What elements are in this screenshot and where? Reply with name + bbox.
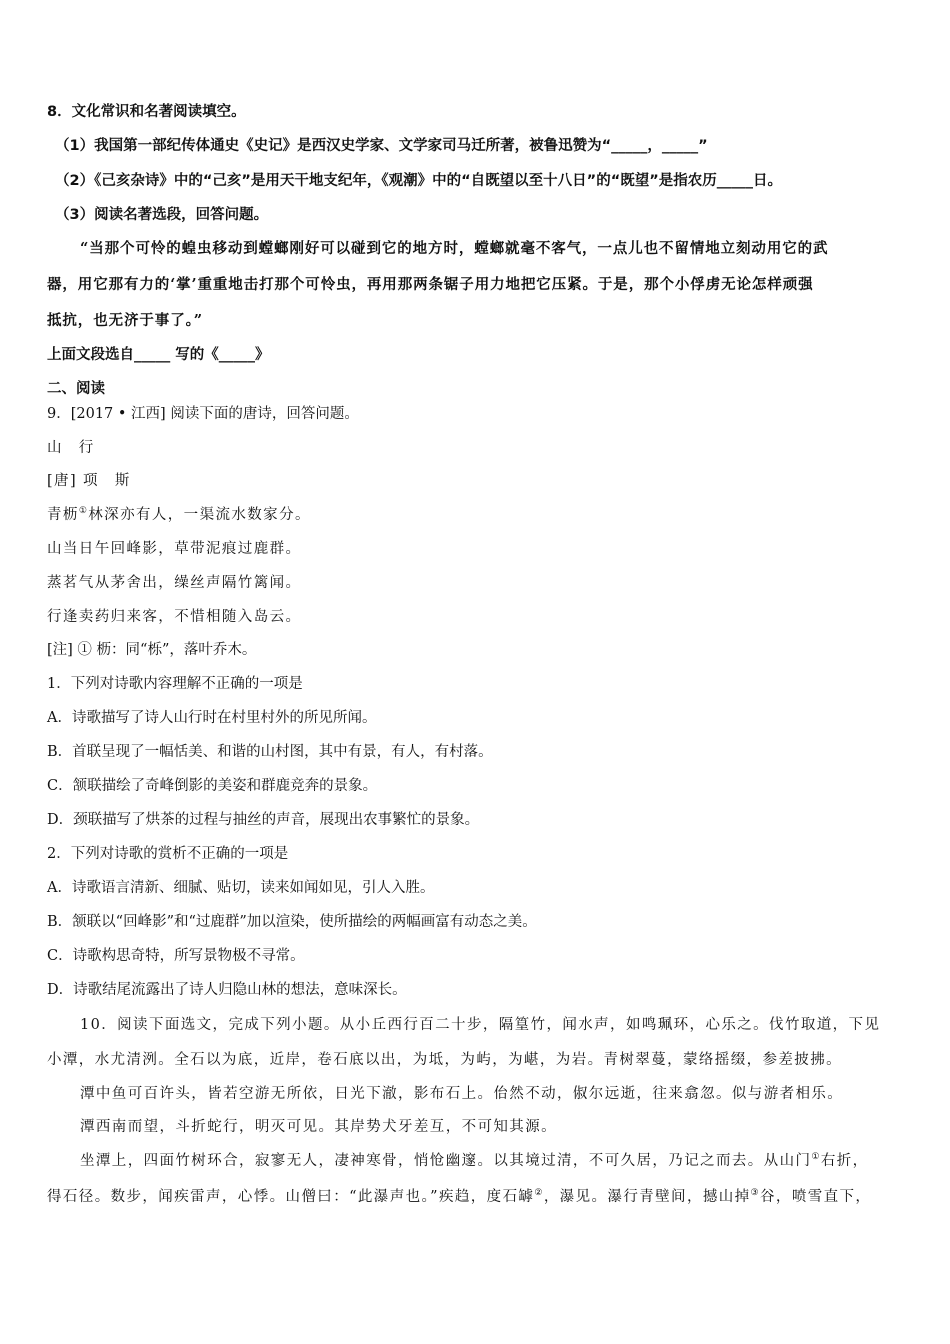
footnote-marker: ①	[78, 506, 89, 517]
q8-source: 上面文段选自_____ 写的《_____》	[47, 347, 270, 363]
footnote-marker: ①	[811, 1152, 821, 1163]
q10-line: 坐潭上，四面竹树环合，寂寥无人，凄神寒骨，悄怆幽邃。以其境过清，不可久居，乃记之而去。从山门①右折，	[80, 1152, 869, 1169]
footnote-marker: ②	[534, 1188, 544, 1199]
q8-title: 8．文化常识和名著阅读填空。	[47, 104, 246, 120]
q8-excerpt-line: 器，用它那有力的‘掌’重重地击打那个可怜虫，再用那两条锯子用力地把它压紧。于是，那个小俘虏无论怎样顽强	[47, 276, 814, 293]
sub-question: 2．下列对诗歌的赏析不正确的一项是	[47, 846, 289, 862]
poem-note: [注] ① 枥：同“栎”，落叶乔木。	[47, 642, 257, 658]
q8-part1: （1）我国第一部纪传体通史《史记》是西汉史学家、文学家司马迁所著，被鲁迅赞为“_____，_____”	[55, 138, 708, 154]
q10-line: 10．阅读下面选文，完成下列小题。从小丘西行百二十步，隔篁竹，闻水声，如鸣珮环，心乐之。伐竹取道，下见	[80, 1017, 881, 1033]
q8-excerpt-line: 抵抗，也无济于事了。”	[47, 312, 203, 329]
poem-title: 山 行	[47, 440, 95, 456]
q10-line: 小潭，水尤清洌。全石以为底，近岸，卷石底以出，为坻，为屿，为嵁，为岩。青树翠蔓，蒙络摇缀，参差披拂。	[47, 1052, 842, 1068]
q8-part2: （2）《己亥杂诗》中的“己亥”是用天干地支纪年，《观潮》中的“自既望以至十八日”的“既望”是指农历_____日。	[55, 173, 783, 189]
poem-line: 山当日午回峰影，草带泥痕过鹿群。	[47, 541, 302, 557]
poem-author: [唐] 项 斯	[47, 473, 131, 489]
q8-part3: （3）阅读名著选段，回答问题。	[55, 207, 269, 223]
option: A．诗歌语言清新、细腻、贴切，读来如闻如见，引人入胜。	[47, 880, 435, 896]
poem-line: 青枥①林深亦有人，一渠流水数家分。	[47, 506, 311, 523]
poem-line: 行逢卖药归来客，不惜相随入岛云。	[47, 609, 302, 625]
option: C．诗歌构思奇特，所写景物极不寻常。	[47, 948, 305, 964]
option: C．颔联描绘了奇峰倒影的美姿和群鹿竞奔的景象。	[47, 778, 378, 794]
option: B．首联呈现了一幅恬美、和谐的山村图，其中有景，有人，有村落。	[47, 744, 493, 760]
section-heading: 二、阅读	[47, 381, 105, 397]
q10-line: 潭西南而望，斗折蛇行，明灭可见。其岸势犬牙差互，不可知其源。	[80, 1119, 557, 1135]
poem-line: 蒸茗气从茅舍出，缲丝声隔竹篱闻。	[47, 575, 302, 591]
sub-question: 1．下列对诗歌内容理解不正确的一项是	[47, 676, 303, 692]
q10-line: 得石径。数步，闻疾雷声，心悸。山僧曰：“此瀑声也。”疾趋，度石罅②，瀑见。瀑行青壁间，撼山掉③谷，喷雪直下，	[47, 1188, 872, 1205]
q10-line: 潭中鱼可百许头，皆若空游无所依，日光下澈，影布石上。佁然不动，俶尔远逝，往来翕忽。似与游者相乐。	[80, 1086, 844, 1102]
q9-intro: 9．[2017 • 江西] 阅读下面的唐诗，回答问题。	[47, 406, 359, 422]
option: D．颈联描写了烘茶的过程与抽丝的声音，展现出农事繁忙的景象。	[47, 812, 480, 828]
footnote-marker: ③	[750, 1188, 761, 1199]
q8-excerpt-line: “当那个可怜的蝗虫移动到螳螂刚好可以碰到它的地方时，螳螂就毫不客气，一点儿也不留情地立刻动用它的武	[80, 240, 829, 257]
option: D．诗歌结尾流露出了诗人归隐山林的想法，意味深长。	[47, 982, 407, 998]
option: A．诗歌描写了诗人山行时在村里村外的所见所闻。	[47, 710, 377, 726]
option: B．颔联以“回峰影”和“过鹿群”加以渲染，使所描绘的两幅画富有动态之美。	[47, 914, 537, 930]
